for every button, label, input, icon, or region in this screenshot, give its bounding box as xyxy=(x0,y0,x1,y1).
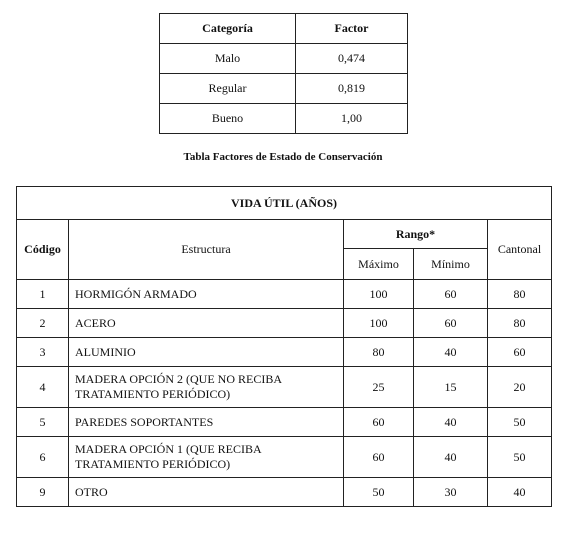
cantonal-cell: 80 xyxy=(488,309,552,338)
header-code: Código xyxy=(17,220,69,280)
useful-life-table xyxy=(16,186,552,507)
table-row xyxy=(160,104,408,134)
table-row xyxy=(17,280,552,309)
max-cell: 25 xyxy=(344,367,414,408)
table-row xyxy=(17,309,552,338)
structure-cell: ALUMINIO xyxy=(69,338,344,367)
structure-cell: OTRO xyxy=(69,478,344,507)
structure-cell: HORMIGÓN ARMADO xyxy=(69,280,344,309)
min-cell: 60 xyxy=(414,280,488,309)
table-row xyxy=(17,437,552,478)
factor-cell: 0,819 xyxy=(296,74,408,104)
min-cell: 60 xyxy=(414,309,488,338)
table-row xyxy=(17,338,552,367)
cantonal-cell: 50 xyxy=(488,437,552,478)
max-cell: 60 xyxy=(344,408,414,437)
header-structure: Estructura xyxy=(69,220,344,280)
header-cantonal: Cantonal xyxy=(488,220,552,280)
useful-life-title: VIDA ÚTIL (AÑOS) xyxy=(17,187,552,220)
max-cell: 80 xyxy=(344,338,414,367)
cantonal-cell: 50 xyxy=(488,408,552,437)
factors-table-caption: Tabla Factores de Estado de Conservación xyxy=(183,151,383,163)
cantonal-cell: 40 xyxy=(488,478,552,507)
structure-cell: PAREDES SOPORTANTES xyxy=(69,408,344,437)
header-min: Mínimo xyxy=(414,249,488,280)
factors-header-row xyxy=(160,14,408,44)
min-cell: 40 xyxy=(414,338,488,367)
max-cell: 100 xyxy=(344,280,414,309)
cantonal-cell: 80 xyxy=(488,280,552,309)
factor-cell: 0,474 xyxy=(296,44,408,74)
header-max: Máximo xyxy=(344,249,414,280)
code-cell: 1 xyxy=(17,280,69,309)
min-cell: 15 xyxy=(414,367,488,408)
structure-cell: ACERO xyxy=(69,309,344,338)
code-cell: 6 xyxy=(17,437,69,478)
header-category: Categoría xyxy=(160,14,296,44)
factor-cell: 1,00 xyxy=(296,104,408,134)
table-row xyxy=(160,74,408,104)
table-row xyxy=(17,367,552,408)
category-cell: Malo xyxy=(160,44,296,74)
max-cell: 60 xyxy=(344,437,414,478)
min-cell: 30 xyxy=(414,478,488,507)
max-cell: 100 xyxy=(344,309,414,338)
cantonal-cell: 60 xyxy=(488,338,552,367)
conservation-factors-table xyxy=(159,13,408,134)
structure-cell: MADERA OPCIÓN 2 (QUE NO RECIBA TRATAMIENTO PERIÓDICO) xyxy=(69,367,344,408)
header-row xyxy=(17,220,552,249)
code-cell: 4 xyxy=(17,367,69,408)
cantonal-cell: 20 xyxy=(488,367,552,408)
max-cell: 50 xyxy=(344,478,414,507)
category-cell: Regular xyxy=(160,74,296,104)
code-cell: 2 xyxy=(17,309,69,338)
useful-life-title-row xyxy=(17,187,552,220)
header-factor: Factor xyxy=(296,14,408,44)
table-row xyxy=(160,44,408,74)
min-cell: 40 xyxy=(414,437,488,478)
category-cell: Bueno xyxy=(160,104,296,134)
structure-cell: MADERA OPCIÓN 1 (QUE RECIBA TRATAMIENTO PERIÓDICO) xyxy=(69,437,344,478)
code-cell: 5 xyxy=(17,408,69,437)
table-row xyxy=(17,408,552,437)
code-cell: 3 xyxy=(17,338,69,367)
min-cell: 40 xyxy=(414,408,488,437)
table-row xyxy=(17,478,552,507)
code-cell: 9 xyxy=(17,478,69,507)
header-range: Rango* xyxy=(344,220,488,249)
